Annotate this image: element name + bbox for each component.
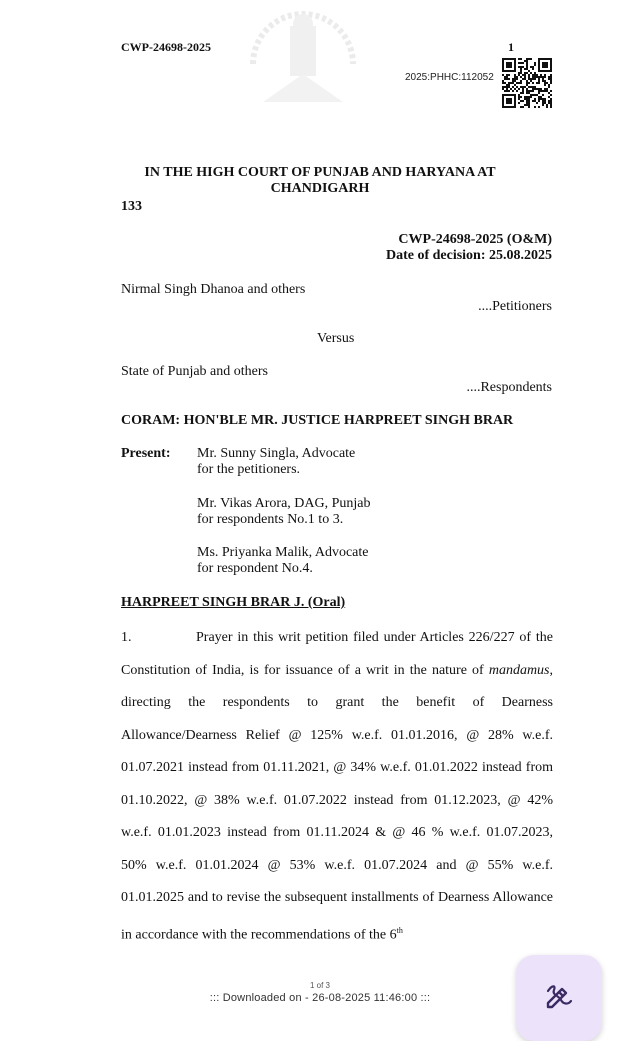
bench-number: 133: [121, 199, 142, 214]
court-title: [130, 165, 510, 197]
counsel-for: for respondent No.4.: [197, 561, 313, 576]
judgment-paragraph: [121, 622, 553, 952]
decision-date: Date of decision: 25.08.2025: [385, 248, 552, 263]
coram-line: CORAM: HON'BLE MR. JUSTICE HARPREET SINGH BRAR: [121, 413, 514, 428]
judgment-heading: HARPREET SINGH BRAR J. (Oral): [121, 595, 346, 610]
counsel-for: for respondents No.1 to 3.: [197, 512, 344, 527]
header-page-number: 1: [508, 40, 514, 54]
court-emblem-watermark-icon: [238, 4, 368, 104]
footer-download-stamp: ::: Downloaded on - 26-08-2025 11:46:00 :::: [209, 992, 431, 1004]
respondent-role: ....Respondents: [466, 380, 552, 395]
respondent-name: State of Punjab and others: [121, 364, 268, 379]
qr-code-icon: [502, 58, 552, 108]
counsel-for: for the petitioners.: [197, 462, 301, 477]
pen-scribble-icon: [544, 981, 574, 1011]
petitioner-role: ....Petitioners: [478, 299, 552, 314]
header-case-number: CWP-24698-2025: [121, 40, 211, 54]
present-label: Present:: [121, 446, 171, 461]
neutral-citation: 2025:PHHC:112052: [405, 72, 494, 83]
counsel-2: [197, 496, 371, 528]
counsel-name: Ms. Priyanka Malik, Advocate: [197, 545, 369, 560]
counsel-name: Mr. Vikas Arora, DAG, Punjab: [197, 496, 371, 511]
paragraph-italic-term: mandamus: [488, 662, 550, 678]
counsel-name: Mr. Sunny Singla, Advocate: [197, 446, 356, 461]
court-title-line2: CHANDIGARH: [270, 181, 370, 196]
counsel-3: [197, 545, 368, 577]
paragraph-text-part2: , directing the respondents to grant the benefit of Dearness Allowance/Dearness Relief @ 125% w.e.f. 01.01.2016, @ 28% w.e.f. 01.07.2021 instead from 01.11.2021, @ 34% w.e.f. 01.01.2022 instead from 01.10.2022, @ 38% w.e.f. 01.07.2022 instead from 01.12.2023, @ 42% w.e.f. 01.01.2023 instead from 01.11.2024 & @ 46 % w.e.f. 01.07.2023, 50% w.e.f. 01.01.2024 @ 53% w.e.f. 01.07.2024 and @ 55% w.e.f. 01.01.2025 and to revise the subsequent installments of Dearness Allowance in accordance with the recommendations of the 6: [121, 662, 553, 943]
annotate-button[interactable]: [516, 955, 602, 1041]
paragraph-number: 1.: [121, 630, 132, 645]
paragraph-superscript: th: [396, 925, 403, 935]
case-number: CWP-24698-2025 (O&M): [398, 232, 552, 247]
footer-page-count: 1 of 3: [309, 981, 330, 990]
petitioner-name: Nirmal Singh Dhanoa and others: [121, 282, 306, 297]
court-title-line1: IN THE HIGH COURT OF PUNJAB AND HARYANA AT: [144, 165, 496, 180]
paragraph-text-part1: Prayer in this writ petition filed under Articles 226/227 of the Constitution of India, is for issuance of a writ in the nature of: [121, 630, 553, 678]
versus-label: Versus: [317, 331, 355, 346]
counsel-1: [197, 446, 355, 478]
